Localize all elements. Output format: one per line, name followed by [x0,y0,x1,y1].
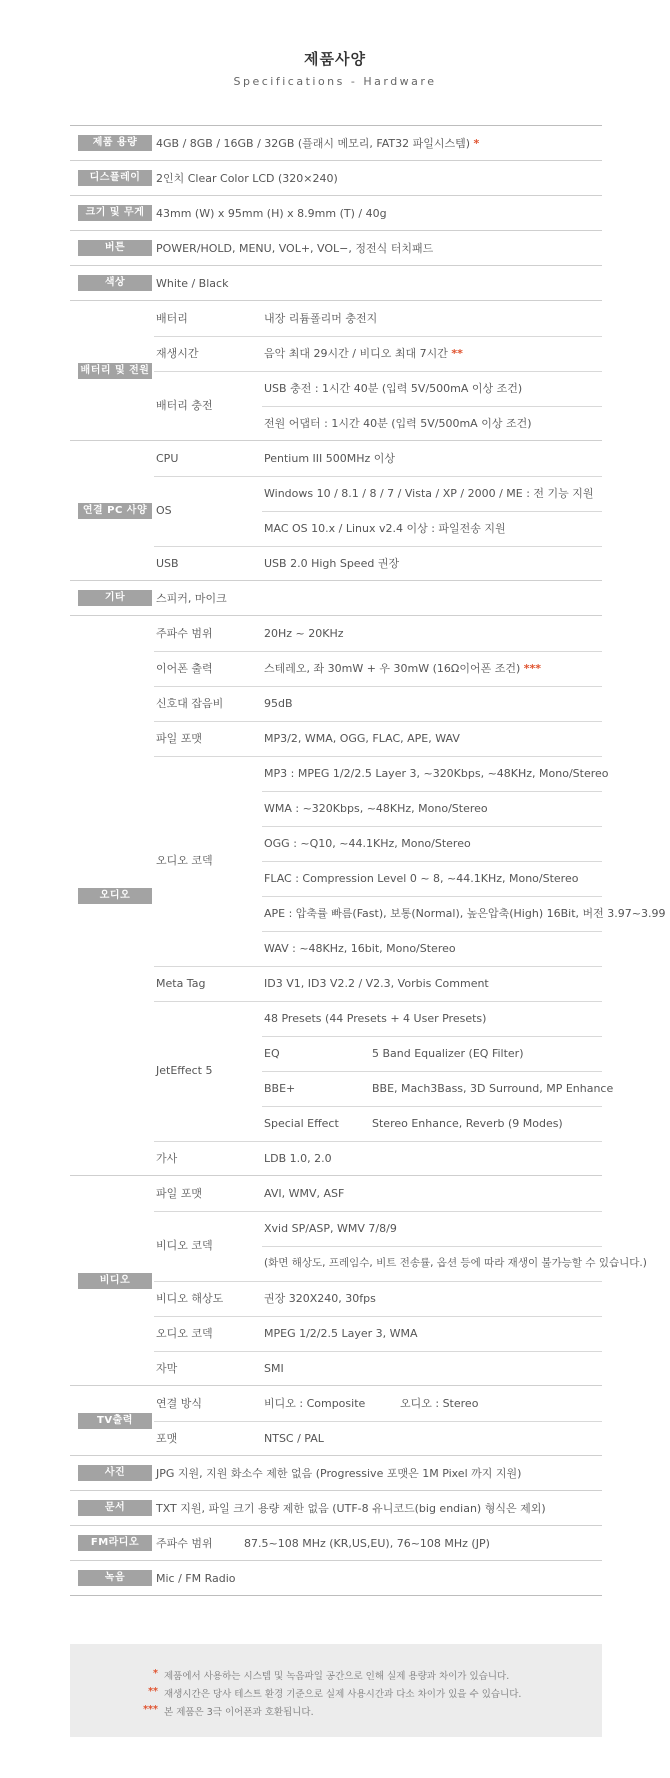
spec-value: LDB 1.0, 2.0 [264,1152,332,1165]
sub-label: 파일 포맷 [156,1187,203,1200]
spec-value: 5 Band Equalizer (EQ Filter) [372,1047,524,1060]
spec-label: 색상 [78,275,152,291]
footnote-star: *** [523,662,542,675]
spec-value: TXT 지원, 파일 크기 용량 제한 없음 (UTF-8 유니코드(big endian) 형식은 제외) [156,1502,546,1515]
spec-value: MAC OS 10.x / Linux v2.4 이상 : 파일전송 지원 [264,522,506,535]
spec-row-document [70,1491,602,1526]
spec-label: 사진 [78,1465,152,1481]
spec-value: Windows 10 / 8.1 / 8 / 7 / Vista / XP / 2000 / ME : 전 기능 지원 [264,487,594,500]
sub-sub-label: EQ [264,1047,280,1060]
spec-value: 내장 리튬폴리머 충전지 [264,312,378,325]
spec-value: 95dB [264,697,293,710]
spec-value: POWER/HOLD, MENU, VOL+, VOL−, 정전식 터치패드 [156,242,434,255]
spec-label: TV출력 [78,1413,152,1429]
spec-value: USB 충전 : 1시간 40분 (입력 5V/500mA 이상 조건) [264,382,523,395]
footnote-mark: *** [143,1704,158,1715]
sub-label: 파일 포맷 [156,732,203,745]
spec-value: 음악 최대 29시간 / 비디오 최대 7시간 [264,347,448,360]
spec-row-battery [70,301,602,441]
codec-item: OGG : ~Q10, ~44.1KHz, Mono/Stereo [264,837,471,850]
spec-value: 스피커, 마이크 [156,592,227,605]
sub-label: 배터리 충전 [156,399,213,412]
spec-value: 4GB / 8GB / 16GB / 32GB (플래시 메모리, FAT32 파일시스템) [156,137,471,150]
spec-row-display [70,161,602,196]
spec-label: 문서 [78,1500,152,1516]
spec-note: (화면 해상도, 프레임수, 비트 전송률, 옵션 등에 따라 재생이 불가능할 수 있습니다.) [264,1257,647,1269]
sub-label: JetEffect 5 [156,1064,213,1077]
sub-label: 이어폰 출력 [156,662,213,675]
codec-item: APE : 압축률 빠름(Fast), 보통(Normal), 높은압축(High) 16Bit, 버전 3.97~3.99 [264,907,666,920]
spec-value: 권장 320X240, 30fps [264,1292,376,1305]
spec-row-etc [70,581,602,616]
spec-value: JPG 지원, 지원 화소수 제한 없음 (Progressive 포맷은 1M Pixel 까지 지원) [156,1467,522,1480]
footnotes-box [70,1644,602,1737]
spec-value: 87.5~108 MHz (KR,US,EU), 76~108 MHz (JP) [244,1537,490,1550]
sub-sub-label: BBE+ [264,1082,296,1095]
sub-label: 비디오 해상도 [156,1292,224,1305]
spec-label: 크기 및 무게 [78,205,152,221]
spec-row-audio [70,616,666,1176]
codec-item: WAV : ~48KHz, 16bit, Mono/Stereo [264,942,456,955]
spec-row-button [70,231,602,266]
sub-label: 오디오 코덱 [156,1327,213,1340]
spec-value: Mic / FM Radio [156,1572,236,1585]
spec-label: 디스플레이 [78,170,152,186]
spec-table [70,125,666,1599]
spec-value: 2인치 Clear Color LCD (320×240) [156,172,338,185]
spec-label: 제품 용량 [78,135,152,151]
sub-label: CPU [156,452,179,465]
page-subtitle: Specifications - Hardware [233,75,437,88]
footnote-star: * [473,137,480,150]
spec-value: NTSC / PAL [264,1432,324,1445]
spec-row-tv [70,1386,602,1456]
spec-row-fm-radio [70,1526,602,1561]
spec-label: 버튼 [78,240,152,256]
spec-row-photo [70,1456,602,1491]
spec-value: Xvid SP/ASP, WMV 7/8/9 [264,1222,397,1235]
divider [154,1421,602,1422]
spec-row-video [70,1176,647,1386]
spec-value: MP3/2, WMA, OGG, FLAC, APE, WAV [264,732,460,745]
spec-label: 연결 PC 사양 [78,503,152,519]
sub-label: 자막 [156,1362,178,1375]
spec-row-color [70,266,602,301]
sub-label: 연결 방식 [156,1397,203,1410]
spec-value: 20Hz ~ 20KHz [264,627,344,640]
sub-label: Meta Tag [156,977,206,990]
sub-label: USB [156,557,179,570]
spec-row-record [70,1561,602,1596]
sub-label: 가사 [156,1152,178,1165]
spec-value: ID3 V1, ID3 V2.2 / V2.3, Vorbis Comment [264,977,489,990]
sub-label: OS [156,504,172,517]
sub-label: 주파수 범위 [156,1537,213,1550]
spec-value: 전원 어댑터 : 1시간 40분 (입력 5V/500mA 이상 조건) [264,417,532,430]
spec-label: 비디오 [78,1273,152,1289]
sub-label: 신호대 잡음비 [156,697,224,710]
spec-label: 기타 [78,590,152,606]
spec-value: 오디오 : Stereo [400,1397,479,1410]
codec-item: MP3 : MPEG 1/2/2.5 Layer 3, ~320Kbps, ~48KHz, Mono/Stereo [264,767,609,780]
footnote-star: ** [451,347,463,360]
spec-row-pc [70,441,602,581]
spec-value: 48 Presets (44 Presets + 4 User Presets) [264,1012,487,1025]
codec-item: FLAC : Compression Level 0 ~ 8, ~44.1KHz, Mono/Stereo [264,872,579,885]
sub-sub-label: Special Effect [264,1117,339,1130]
spec-label: 녹음 [78,1570,152,1586]
sub-label: 포맷 [156,1432,178,1445]
footnote-mark: * [153,1668,158,1679]
footnote-mark: ** [148,1686,158,1697]
sub-label: 배터리 [156,312,188,325]
divider [154,1351,602,1352]
sub-label: 오디오 코덱 [156,854,213,867]
spec-value: Stereo Enhance, Reverb (9 Modes) [372,1117,563,1130]
spec-row-capacity [70,126,602,161]
spec-value: Pentium III 500MHz 이상 [264,452,396,465]
sub-label: 비디오 코덱 [156,1239,213,1252]
page-title: 제품사양 [304,50,366,68]
spec-value: BBE, Mach3Bass, 3D Surround, MP Enhance [372,1082,614,1095]
spec-row-size [70,196,602,231]
spec-label: 오디오 [78,888,152,904]
spec-value: White / Black [156,277,229,290]
sub-label: 주파수 범위 [156,627,213,640]
sub-label: 재생시간 [156,347,199,360]
spec-value: 43mm (W) x 95mm (H) x 8.9mm (T) / 40g [156,207,387,220]
spec-value: 비디오 : Composite [264,1397,366,1410]
spec-label: 배터리 및 전원 [78,363,152,379]
spec-value: USB 2.0 High Speed 권장 [264,557,400,570]
footnote-text: 재생시간은 당사 테스트 환경 기준으로 실제 사용시간과 다소 차이가 있을 수 있습니다. [164,1689,522,1700]
footnote-text: 본 제품은 3극 이어폰과 호환됩니다. [164,1707,314,1718]
spec-value: SMI [264,1362,284,1375]
spec-value: AVI, WMV, ASF [264,1187,345,1200]
spec-value: 스테레오, 좌 30mW + 우 30mW (16Ω이어폰 조건) [264,662,521,675]
codec-item: WMA : ~320Kbps, ~48KHz, Mono/Stereo [264,802,488,815]
footnote-text: 제품에서 사용하는 시스템 및 녹음파일 공간으로 인해 실제 용량과 차이가 있습니다. [164,1671,510,1682]
spec-label: FM라디오 [78,1535,152,1551]
divider [154,1141,602,1142]
spec-value: MPEG 1/2/2.5 Layer 3, WMA [264,1327,418,1340]
